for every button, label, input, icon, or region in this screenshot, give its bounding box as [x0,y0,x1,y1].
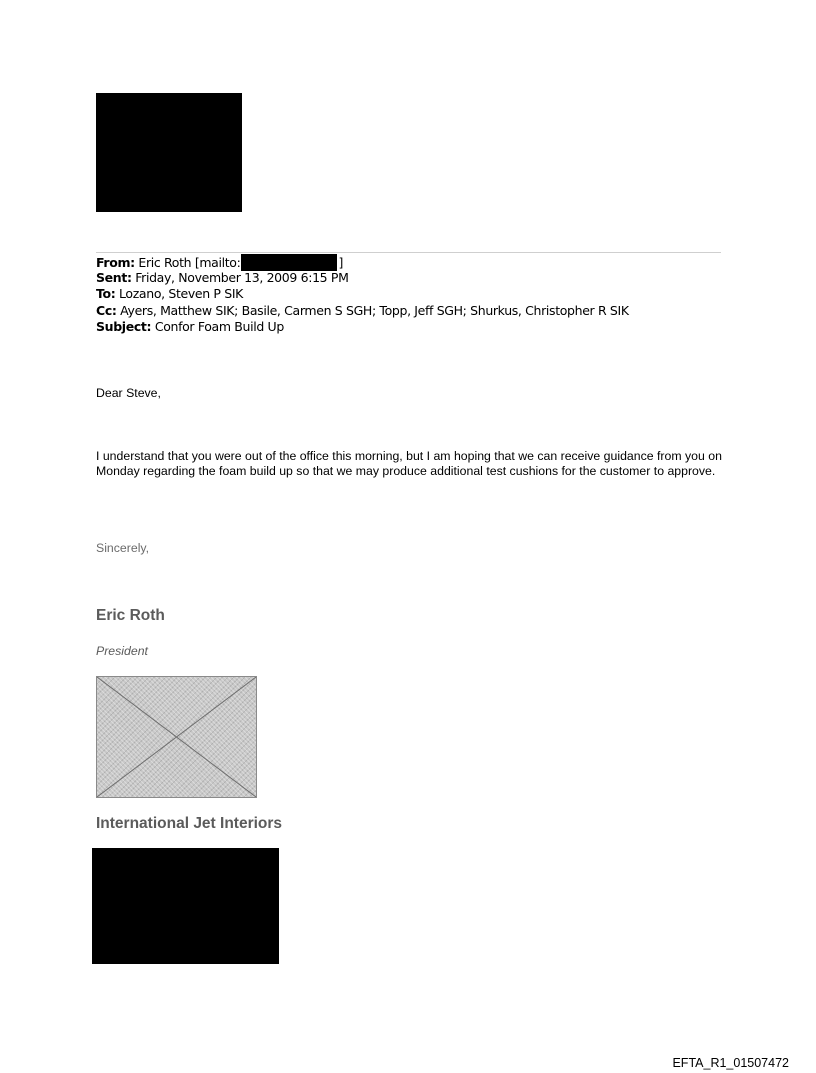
sent-label: Sent: [96,270,132,286]
header-divider [96,252,721,253]
image-cross [97,677,256,797]
message-paragraph: I understand that you were out of the office this morning, but I am hoping that we can receive guidance from you on Monday regarding the foam build up so that we may produce additional test cushions for the customer to approve. [96,449,722,479]
greeting: Dear Steve, [96,386,161,400]
subject-label: Subject: [96,318,152,334]
from-label: From: [96,255,135,270]
to-label: To: [96,286,116,302]
sent-value: Friday, November 13, 2009 6:15 PM [135,270,349,286]
document-id: EFTA_R1_01507472 [672,1056,789,1070]
email-headers [96,254,629,335]
company-name: International Jet Interiors [96,815,283,832]
signature-name: Eric Roth [96,607,165,624]
redaction-block-logo [96,93,242,212]
sent-row [96,270,629,286]
broken-image-icon [96,676,257,798]
closing: Sincerely, [96,541,150,555]
from-row [96,254,629,270]
cc-value: Ayers, Matthew SIK; Basile, Carmen S SGH; Topp, Jeff SGH; Shurkus, Christopher R SIK [120,302,629,318]
to-value: Lozano, Steven P SIK [119,286,244,302]
cc-row [96,303,629,319]
redaction-email-address [241,254,337,271]
subject-row [96,319,629,335]
subject-value: Confor Foam Build Up [154,318,284,334]
redaction-block-footer [92,848,279,964]
cc-label: Cc: [96,302,117,318]
from-value: Eric Roth [mailto: [138,255,241,270]
to-row [96,286,629,302]
signature-title: President [96,644,148,658]
from-suffix: ] [338,255,343,270]
